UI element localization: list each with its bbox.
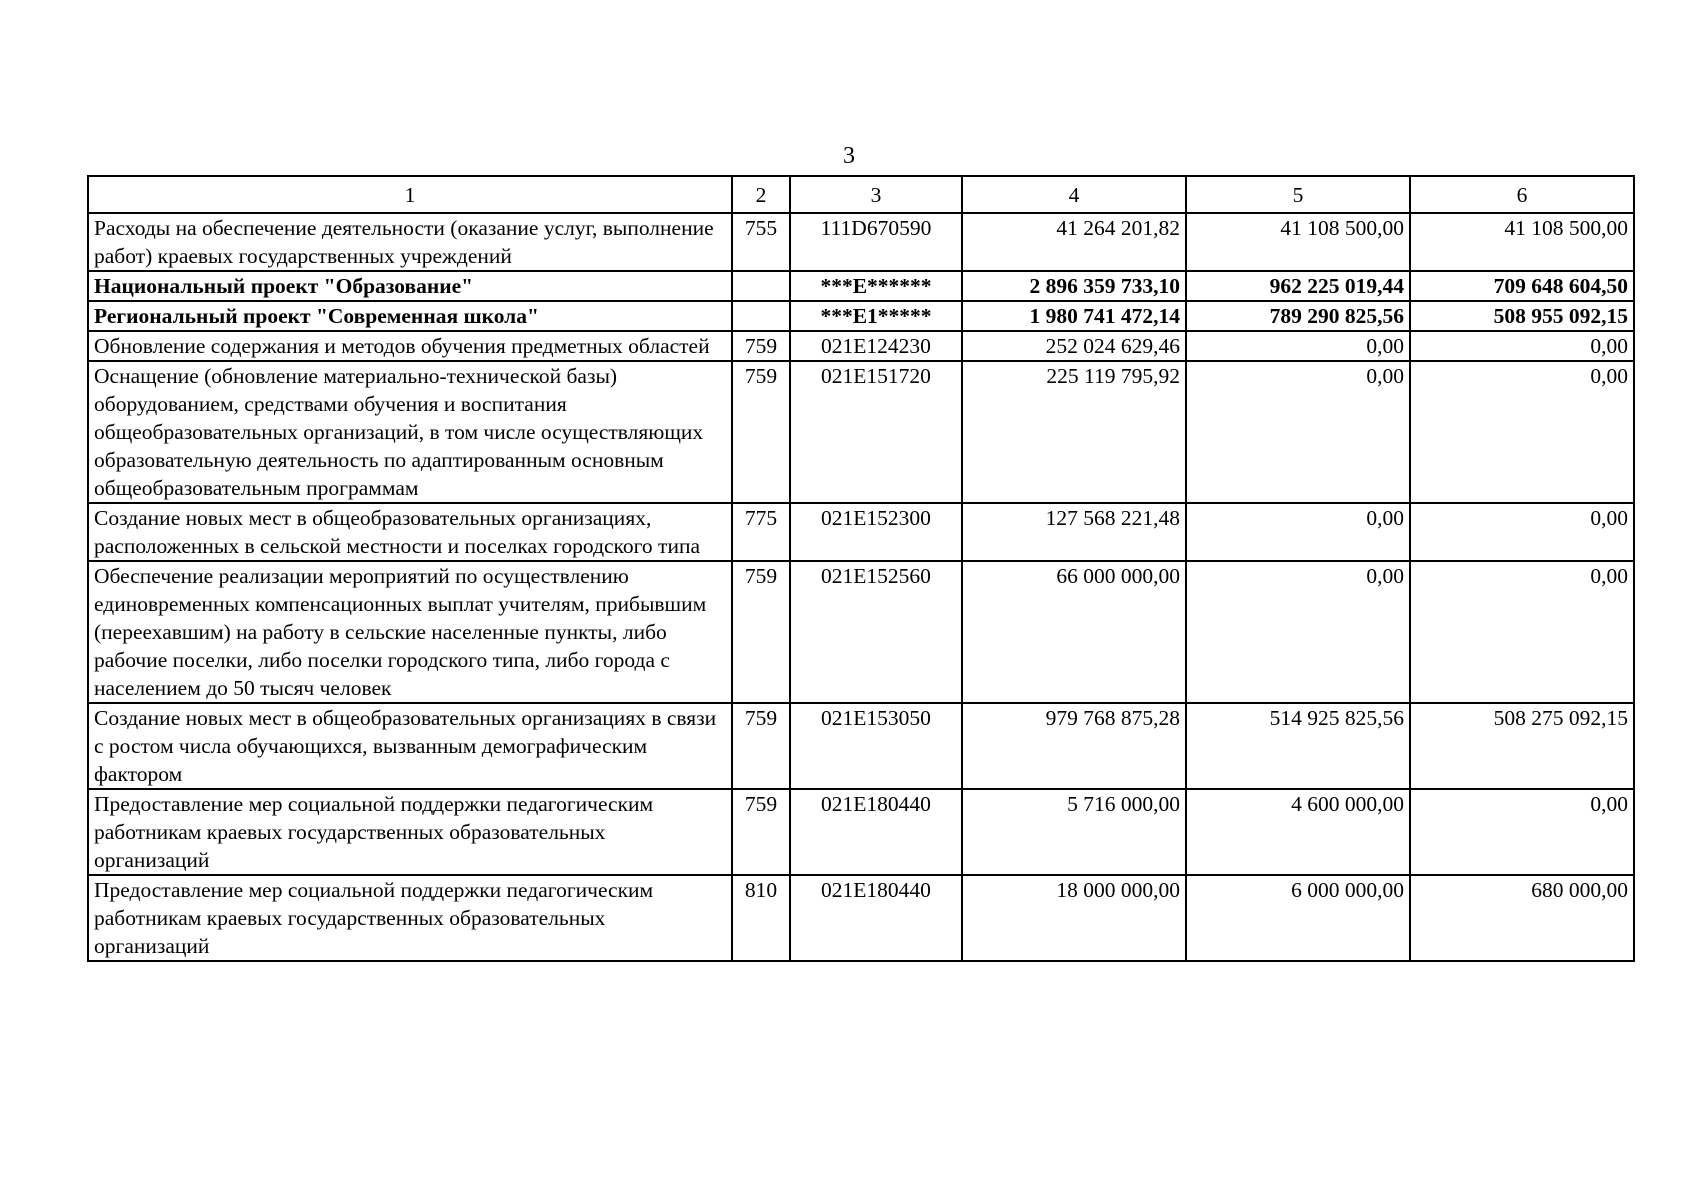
target-article-code: 021Е153050 [790,703,962,789]
item-name: Национальный проект "Образование" [88,271,732,301]
amount-col-6: 0,00 [1410,503,1634,561]
department-code: 759 [732,361,790,503]
item-name: Предоставление мер социальной поддержки педагогическим работникам краевых государственных образовательных организаций [88,789,732,875]
table-row [88,703,1634,789]
amount-col-5: 4 600 000,00 [1186,789,1410,875]
amount-col-4: 225 119 795,92 [962,361,1186,503]
amount-col-4: 252 024 629,46 [962,331,1186,361]
amount-col-4: 5 716 000,00 [962,789,1186,875]
department-code: 810 [732,875,790,961]
column-header-1: 1 [88,176,732,213]
table-body [88,213,1634,961]
department-code: 759 [732,703,790,789]
target-article-code: ***Е1***** [790,301,962,331]
amount-col-6: 0,00 [1410,361,1634,503]
page-number: 3 [843,143,855,169]
header-row [88,176,1634,213]
target-article-code: ***Е****** [790,271,962,301]
amount-col-4: 66 000 000,00 [962,561,1186,703]
amount-col-4: 979 768 875,28 [962,703,1186,789]
amount-col-6: 0,00 [1410,561,1634,703]
department-code: 775 [732,503,790,561]
amount-col-5: 0,00 [1186,503,1410,561]
amount-col-5: 789 290 825,56 [1186,301,1410,331]
target-article-code: 021Е124230 [790,331,962,361]
table-row [88,361,1634,503]
amount-col-5: 0,00 [1186,561,1410,703]
target-article-code: 021Е152560 [790,561,962,703]
amount-col-6: 508 275 092,15 [1410,703,1634,789]
target-article-code: 021Е151720 [790,361,962,503]
table-row [88,301,1634,331]
amount-col-5: 6 000 000,00 [1186,875,1410,961]
amount-col-4: 41 264 201,82 [962,213,1186,271]
amount-col-4: 127 568 221,48 [962,503,1186,561]
department-code [732,301,790,331]
department-code: 759 [732,789,790,875]
target-article-code: 111D670590 [790,213,962,271]
amount-col-5: 0,00 [1186,331,1410,361]
target-article-code: 021Е180440 [790,875,962,961]
column-header-5: 5 [1186,176,1410,213]
budget-table [87,175,1635,962]
column-header-3: 3 [790,176,962,213]
item-name: Создание новых мест в общеобразовательных организациях, расположенных в сельской местности и поселках городского типа [88,503,732,561]
amount-col-6: 680 000,00 [1410,875,1634,961]
column-header-4: 4 [962,176,1186,213]
table-row [88,331,1634,361]
target-article-code: 021Е152300 [790,503,962,561]
department-code: 759 [732,561,790,703]
amount-col-5: 514 925 825,56 [1186,703,1410,789]
item-name: Расходы на обеспечение деятельности (оказание услуг, выполнение работ) краевых государственных учреждений [88,213,732,271]
amount-col-4: 1 980 741 472,14 [962,301,1186,331]
department-code: 759 [732,331,790,361]
item-name: Обеспечение реализации мероприятий по осуществлению единовременных компенсационных выплат учителям, прибывшим (переехавшим) на работу в сельские населенные пункты, либо рабочие поселки, либо поселки городского типа, либо города с населением до 50 тысяч человек [88,561,732,703]
column-header-6: 6 [1410,176,1634,213]
amount-col-6: 709 648 604,50 [1410,271,1634,301]
department-code: 755 [732,213,790,271]
amount-col-6: 41 108 500,00 [1410,213,1634,271]
item-name: Создание новых мест в общеобразовательных организациях в связи с ростом числа обучающихся, вызванным демографическим фактором [88,703,732,789]
amount-col-6: 0,00 [1410,331,1634,361]
amount-col-4: 18 000 000,00 [962,875,1186,961]
amount-col-4: 2 896 359 733,10 [962,271,1186,301]
column-header-2: 2 [732,176,790,213]
table-row [88,561,1634,703]
amount-col-5: 41 108 500,00 [1186,213,1410,271]
amount-col-5: 0,00 [1186,361,1410,503]
target-article-code: 021Е180440 [790,789,962,875]
table-row [88,213,1634,271]
item-name: Обновление содержания и методов обучения предметных областей [88,331,732,361]
amount-col-6: 508 955 092,15 [1410,301,1634,331]
department-code [732,271,790,301]
item-name: Оснащение (обновление материально-технической базы) оборудованием, средствами обучения и воспитания общеобразовательных организаций, в том числе осуществляющих образовательную деятельность по адаптированным основным общеобразовательным программам [88,361,732,503]
amount-col-6: 0,00 [1410,789,1634,875]
table-row [88,503,1634,561]
table-row [88,271,1634,301]
table-row [88,875,1634,961]
amount-col-5: 962 225 019,44 [1186,271,1410,301]
item-name: Региональный проект "Современная школа" [88,301,732,331]
item-name: Предоставление мер социальной поддержки педагогическим работникам краевых государственных образовательных организаций [88,875,732,961]
table-row [88,789,1634,875]
